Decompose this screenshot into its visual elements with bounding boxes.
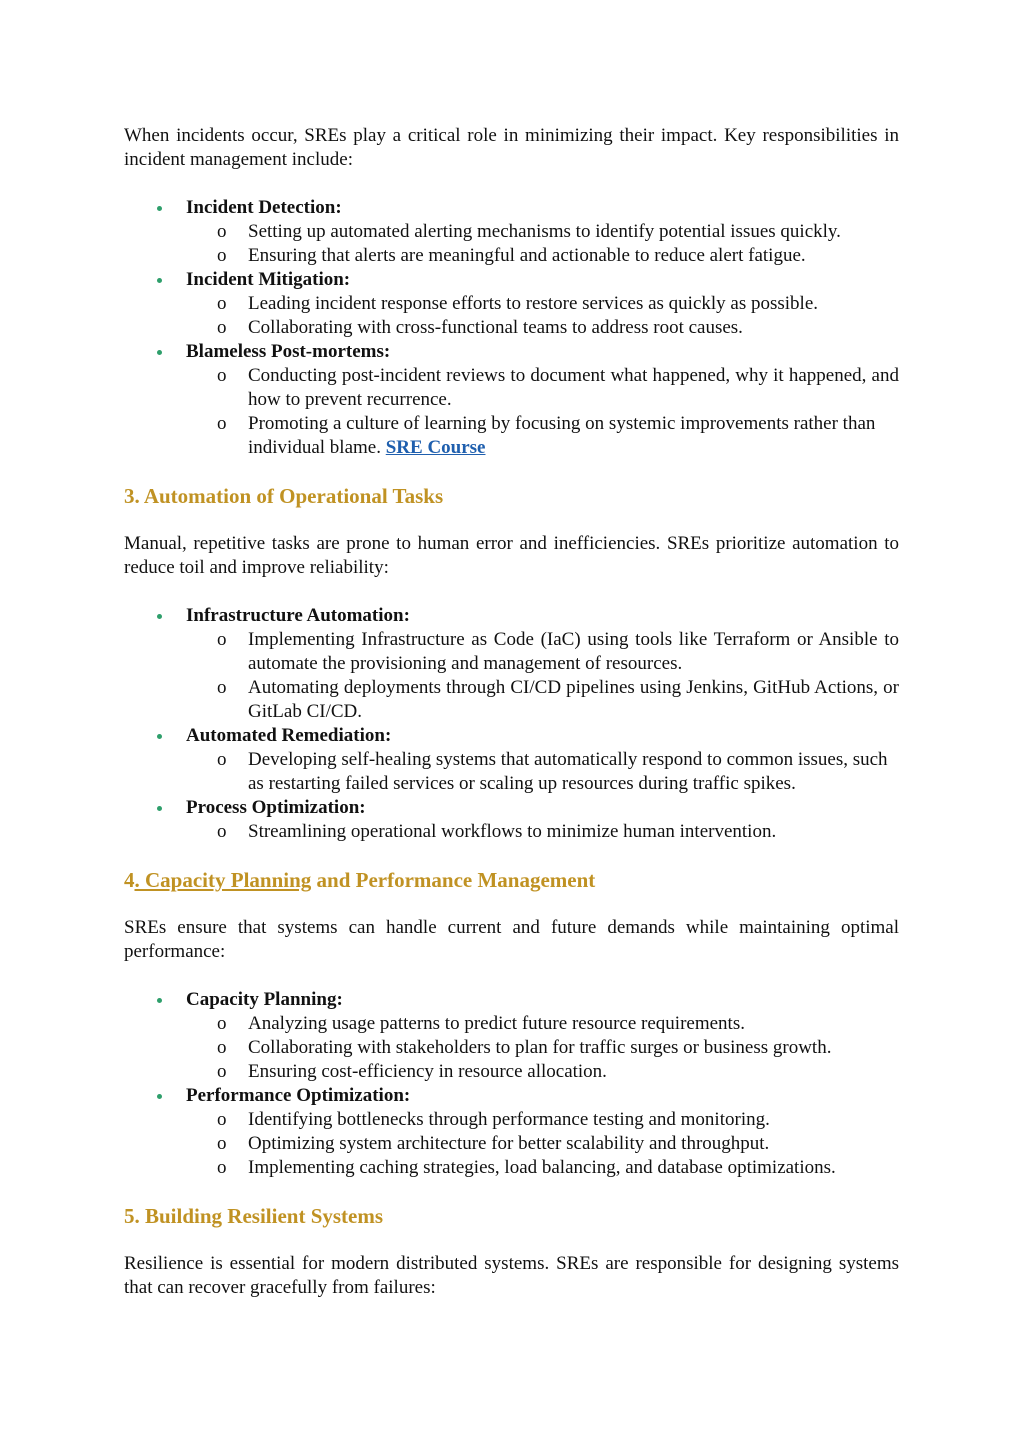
sub-list-item-text: Conducting post-incident reviews to document what happened, why it happened, and how to prevent recurrence. — [248, 365, 899, 410]
circle-bullet-icon: o — [217, 1109, 227, 1130]
capacity-list — [124, 988, 899, 1180]
document-page — [124, 124, 899, 1300]
list-item-label: Automated Remediation: — [186, 725, 392, 746]
sub-list-item-text: Leading incident response efforts to restore services as quickly as possible. — [248, 293, 819, 314]
circle-bullet-icon: o — [217, 245, 227, 266]
section-intro: SREs ensure that systems can handle current and future demands while maintaining optimal performance: — [124, 917, 899, 962]
section-intro: Resilience is essential for modern distributed systems. SREs are responsible for designing systems that can recover gracefully from failures: — [124, 1253, 899, 1298]
circle-bullet-icon: o — [217, 749, 227, 770]
sub-list-item-text: Ensuring cost-efficiency in resource allocation. — [248, 1061, 607, 1082]
sub-list — [186, 292, 899, 340]
sub-list-item — [186, 820, 899, 844]
list-item — [124, 340, 899, 460]
list-item — [124, 796, 899, 844]
sub-list-item — [186, 316, 899, 340]
list-item-label: Performance Optimization: — [186, 1085, 411, 1106]
sub-list — [186, 1012, 899, 1084]
sub-list — [186, 820, 899, 844]
list-item-label: Blameless Post-mortems: — [186, 341, 391, 362]
sub-list-item — [186, 412, 899, 460]
sub-list — [186, 220, 899, 268]
bullet-dot-icon — [157, 614, 162, 619]
sub-list-item-text: Collaborating with stakeholders to plan for traffic surges or business growth. — [248, 1037, 832, 1058]
sub-list-item-text: Collaborating with cross-functional teams to address root causes. — [248, 317, 743, 338]
list-item-label: Capacity Planning: — [186, 989, 343, 1010]
sub-list-item — [186, 220, 899, 244]
list-item-label: Infrastructure Automation: — [186, 605, 410, 626]
circle-bullet-icon: o — [217, 1013, 227, 1034]
bullet-dot-icon — [157, 806, 162, 811]
capacity-planning-link[interactable]: . Capacity Planning — [134, 868, 312, 892]
section-heading-resilient: 5. Building Resilient Systems — [124, 1204, 384, 1228]
sub-list-item-text: Developing self-healing systems that automatically respond to common issues, such as restarting failed services or scaling up resources during traffic spikes. — [248, 749, 888, 794]
list-item — [124, 604, 899, 724]
sub-list — [186, 628, 899, 724]
circle-bullet-icon: o — [217, 1061, 227, 1082]
list-item — [124, 196, 899, 268]
list-item-label: Incident Mitigation: — [186, 269, 351, 290]
list-item — [124, 988, 899, 1084]
circle-bullet-icon: o — [217, 365, 227, 386]
circle-bullet-icon: o — [217, 221, 227, 242]
sub-list-item — [186, 676, 899, 724]
sub-list-item — [186, 748, 899, 796]
circle-bullet-icon: o — [217, 821, 227, 842]
heading-number: 4 — [124, 868, 135, 892]
automation-list — [124, 604, 899, 844]
sub-list-item — [186, 292, 899, 316]
list-item-label: Process Optimization: — [186, 797, 366, 818]
circle-bullet-icon: o — [217, 1157, 227, 1178]
sub-list-item — [186, 1036, 899, 1060]
sub-list-item-text: Optimizing system architecture for better scalability and throughput. — [248, 1133, 770, 1154]
sub-list-item-text: Analyzing usage patterns to predict future resource requirements. — [248, 1013, 745, 1034]
circle-bullet-icon: o — [217, 293, 227, 314]
incident-list — [124, 196, 899, 460]
circle-bullet-icon: o — [217, 317, 227, 338]
circle-bullet-icon: o — [217, 629, 227, 650]
sub-list-item — [186, 1012, 899, 1036]
sub-list-item-text: Identifying bottlenecks through performance testing and monitoring. — [248, 1109, 770, 1130]
sub-list-item-text: Implementing Infrastructure as Code (IaC) using tools like Terraform or Ansible to automate the provisioning and management of resources. — [248, 629, 899, 674]
section-heading-automation: 3. Automation of Operational Tasks — [124, 484, 444, 508]
sub-list-item-text-with-link — [248, 412, 899, 460]
bullet-dot-icon — [157, 278, 162, 283]
circle-bullet-icon: o — [217, 677, 227, 698]
sub-list — [186, 748, 899, 796]
intro-paragraph: When incidents occur, SREs play a critical role in minimizing their impact. Key responsibilities in incident management include: — [124, 125, 899, 170]
sub-list-item — [186, 628, 899, 676]
sub-list-item — [186, 364, 899, 412]
sub-list-item — [186, 1132, 899, 1156]
sub-list-item-text: Ensuring that alerts are meaningful and actionable to reduce alert fatigue. — [248, 245, 806, 266]
bullet-dot-icon — [157, 350, 162, 355]
heading-rest: and Performance Management — [311, 868, 596, 892]
sub-list — [186, 1108, 899, 1180]
list-item-label: Incident Detection: — [186, 197, 342, 218]
circle-bullet-icon: o — [217, 1037, 227, 1058]
sub-list — [186, 364, 899, 460]
list-item — [124, 268, 899, 340]
sub-list-item-text: Automating deployments through CI/CD pipelines using Jenkins, GitHub Actions, or GitLab CI/CD. — [248, 677, 899, 722]
sre-course-link[interactable]: SRE Course — [385, 437, 486, 458]
bullet-dot-icon — [157, 206, 162, 211]
sub-list-item-text: Streamlining operational workflows to minimize human intervention. — [248, 821, 777, 842]
sub-list-item — [186, 1060, 899, 1084]
bullet-dot-icon — [157, 1094, 162, 1099]
bullet-dot-icon — [157, 998, 162, 1003]
section-heading-capacity — [124, 868, 899, 892]
sub-list-item-text: Promoting a culture of learning by focusing on systemic improvements rather than individual blame. — [248, 413, 876, 458]
list-item — [124, 724, 899, 796]
sub-list-item-text: Implementing caching strategies, load balancing, and database optimizations. — [248, 1157, 836, 1178]
sub-list-item — [186, 244, 899, 268]
sub-list-item — [186, 1108, 899, 1132]
circle-bullet-icon: o — [217, 1133, 227, 1154]
circle-bullet-icon: o — [217, 413, 227, 434]
list-item — [124, 1084, 899, 1180]
section-intro: Manual, repetitive tasks are prone to human error and inefficiencies. SREs prioritize automation to reduce toil and improve reliability: — [124, 533, 899, 578]
sub-list-item — [186, 1156, 899, 1180]
sub-list-item-text: Setting up automated alerting mechanisms to identify potential issues quickly. — [248, 221, 841, 242]
bullet-dot-icon — [157, 734, 162, 739]
